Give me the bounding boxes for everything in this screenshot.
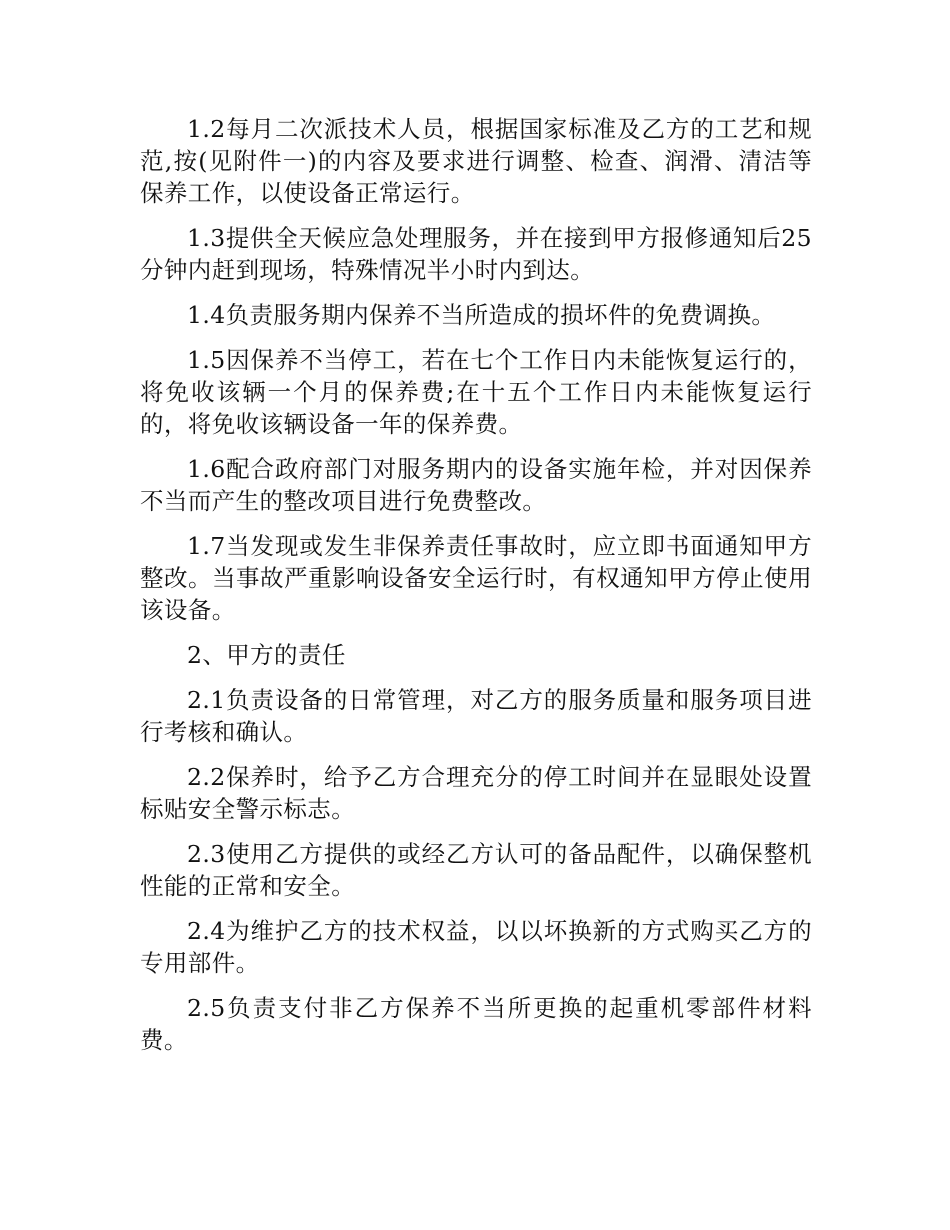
paragraph-2-5: 2.5负责支付非乙方保养不当所更换的起重机零部件材料费。 — [140, 994, 812, 1054]
paragraph-1-4: 1.4负责服务期内保养不当所造成的损坏件的免费调换。 — [187, 301, 776, 329]
paragraph-1-3: 1.3提供全天候应急处理服务，并在接到甲方报修通知后25分钟内赶到现场，特殊情况半小时内到达。 — [140, 224, 812, 284]
paragraph-2-1: 2.1负责设备的日常管理，对乙方的服务质量和服务项目进行考核和确认。 — [140, 686, 812, 746]
paragraph-2-3: 2.3使用乙方提供的或经乙方认可的备品配件，以确保整机性能的正常和安全。 — [140, 840, 812, 900]
paragraph-2-2: 2.2保养时，给予乙方合理充分的停工时间并在显眼处设置标贴安全警示标志。 — [140, 763, 812, 823]
paragraph-1-7: 1.7当发现或发生非保养责任事故时，应立即书面通知甲方整改。当事故严重影响设备安全运行时，有权通知甲方停止使用该设备。 — [140, 532, 812, 624]
paragraph-1-5: 1.5因保养不当停工，若在七个工作日内未能恢复运行的，将免收该辆一个月的保养费;在十五个工作日内未能恢复运行的，将免收该辆设备一年的保养费。 — [140, 346, 812, 438]
paragraph-1-2: 1.2每月二次派技术人员，根据国家标准及乙方的工艺和规范,按(见附件一)的内容及要求进行调整、检查、润滑、清洁等保养工作，以使设备正常运行。 — [140, 115, 812, 207]
document-body — [140, 113, 812, 1069]
paragraph-2-4: 2.4为维护乙方的技术权益，以以坏换新的方式购买乙方的专用部件。 — [140, 917, 812, 977]
section-heading-party-a: 2、甲方的责任 — [187, 641, 346, 669]
paragraph-1-6: 1.6配合政府部门对服务期内的设备实施年检，并对因保养不当而产生的整改项目进行免费整改。 — [140, 455, 812, 515]
